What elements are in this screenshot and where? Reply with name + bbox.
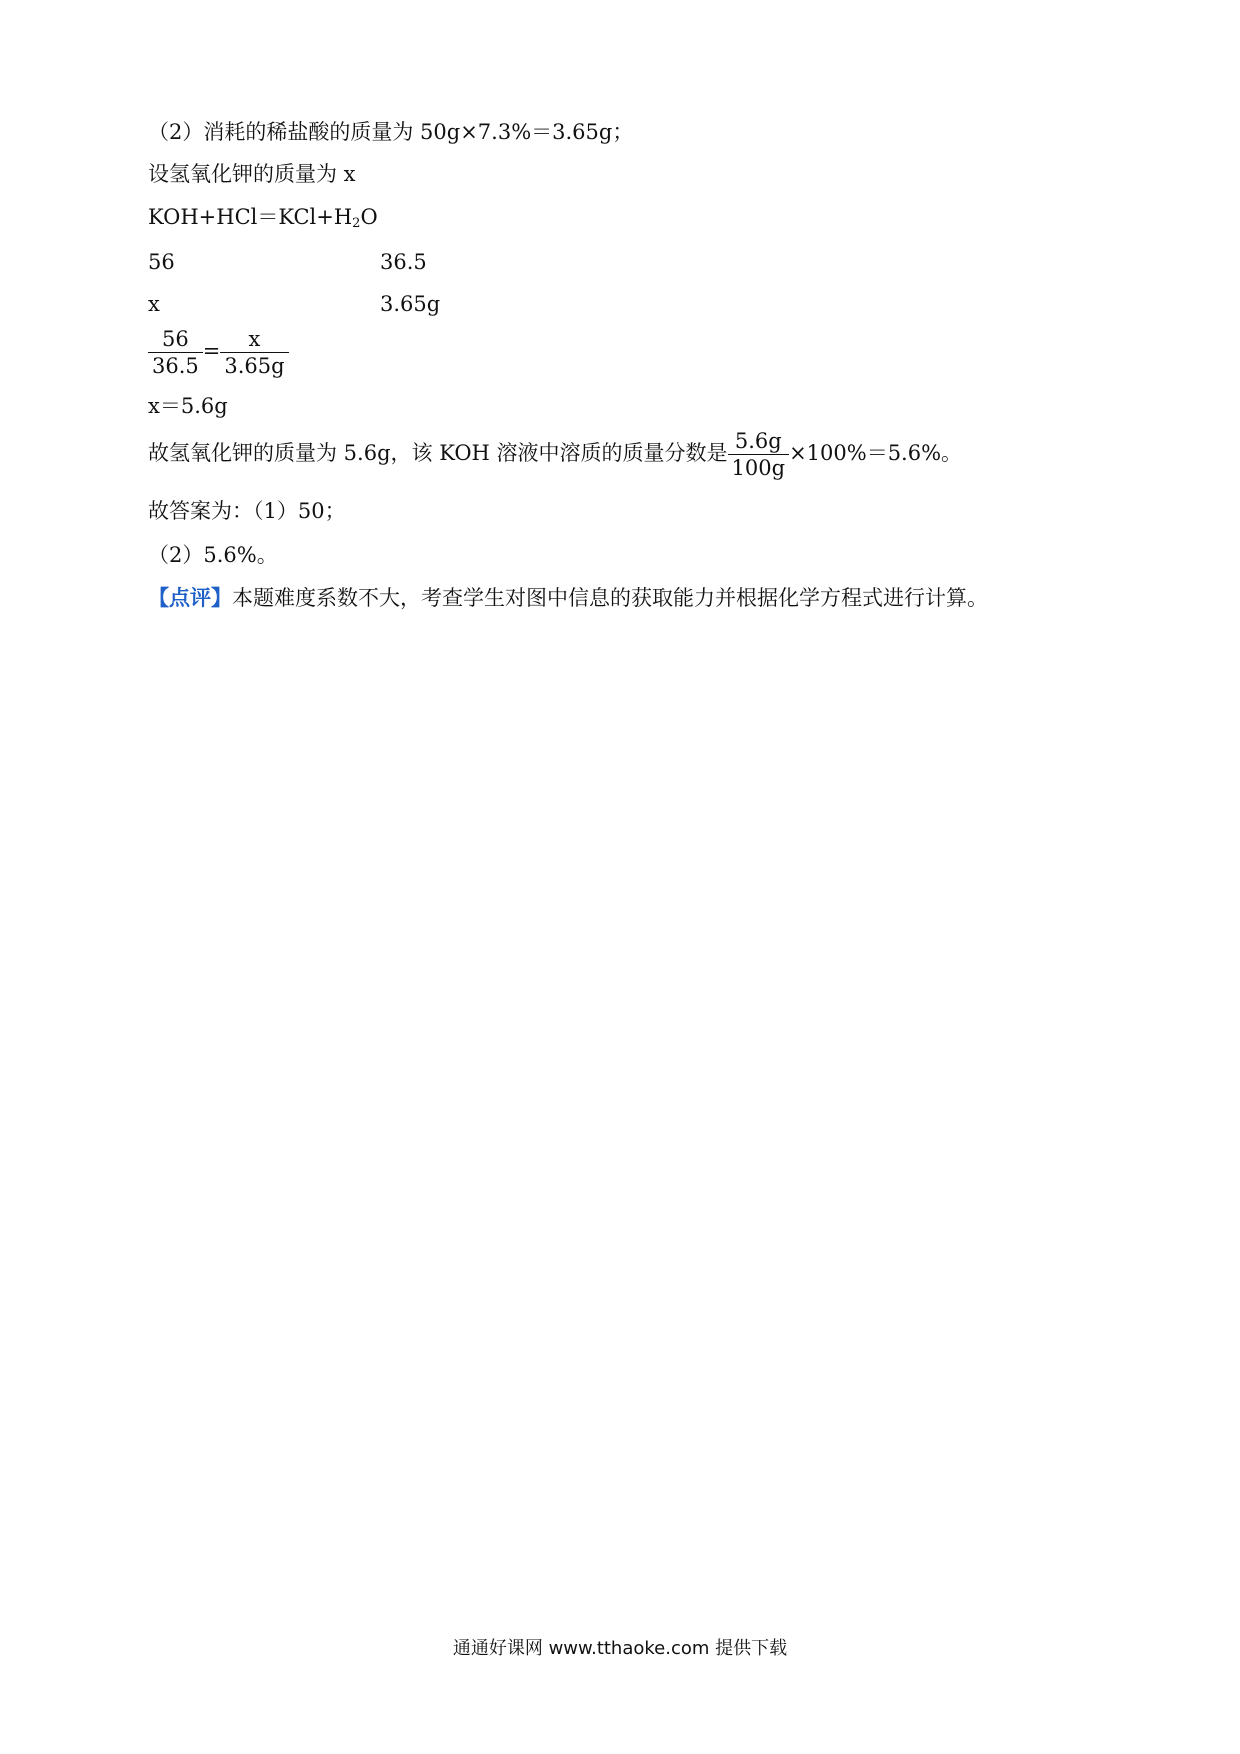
- subscript: 2: [352, 216, 361, 231]
- chemical-equation: [148, 203, 378, 238]
- solution-result: [148, 392, 228, 420]
- equals-sign: =: [202, 339, 221, 363]
- denominator: 3.65g: [224, 354, 285, 378]
- answer-line-1: [148, 497, 346, 525]
- koh-mass: 56: [148, 250, 175, 274]
- text: 故氢氧化钾的质量为 5.6g，该 KOH 溶液中溶质的质量分数是: [148, 441, 728, 465]
- solution-line-part2: [148, 118, 633, 146]
- answer-line-2: [148, 541, 278, 569]
- comment-text: 本题难度系数不大，考查学生对图中信息的获取能力并根据化学方程式进行计算。: [232, 586, 988, 610]
- numerator: 56: [148, 326, 203, 353]
- footer-source: 通通好课网 www.tthaoke.com 提供下载: [452, 1638, 788, 1659]
- molar-mass-row: [148, 248, 427, 276]
- hcl-actual: 3.65g: [380, 292, 441, 316]
- denominator: 100g: [731, 456, 786, 480]
- text: 设氢氧化钾的质量为 x: [148, 162, 356, 186]
- numerator: x: [220, 326, 288, 353]
- comment-tag: 【点评】: [148, 585, 232, 610]
- comment-line: [148, 584, 988, 612]
- text-end: ×100%＝5.6%。: [789, 441, 963, 465]
- solution-line-let-x: [148, 160, 356, 188]
- proportion-equation: [148, 326, 289, 379]
- mass-fraction: [728, 428, 790, 481]
- unknown-row: [148, 290, 441, 318]
- numerator: 5.6g: [728, 428, 790, 455]
- text: （2）消耗的稀盐酸的质量为 50g×7.3%＝3.65g；: [148, 120, 634, 144]
- equation-text: KOH+HCl＝KCl+H: [148, 205, 353, 229]
- fraction-left: [148, 326, 203, 379]
- text: （2）5.6%。: [148, 543, 278, 567]
- denominator: 36.5: [152, 354, 199, 378]
- text: 故答案为：（1）50；: [148, 499, 346, 523]
- fraction-right: [220, 326, 288, 379]
- equation-text-end: O: [360, 205, 378, 229]
- text: x＝5.6g: [148, 394, 228, 418]
- conclusion-line: [148, 428, 962, 481]
- hcl-mass: 36.5: [380, 250, 427, 274]
- koh-unknown: x: [148, 292, 160, 316]
